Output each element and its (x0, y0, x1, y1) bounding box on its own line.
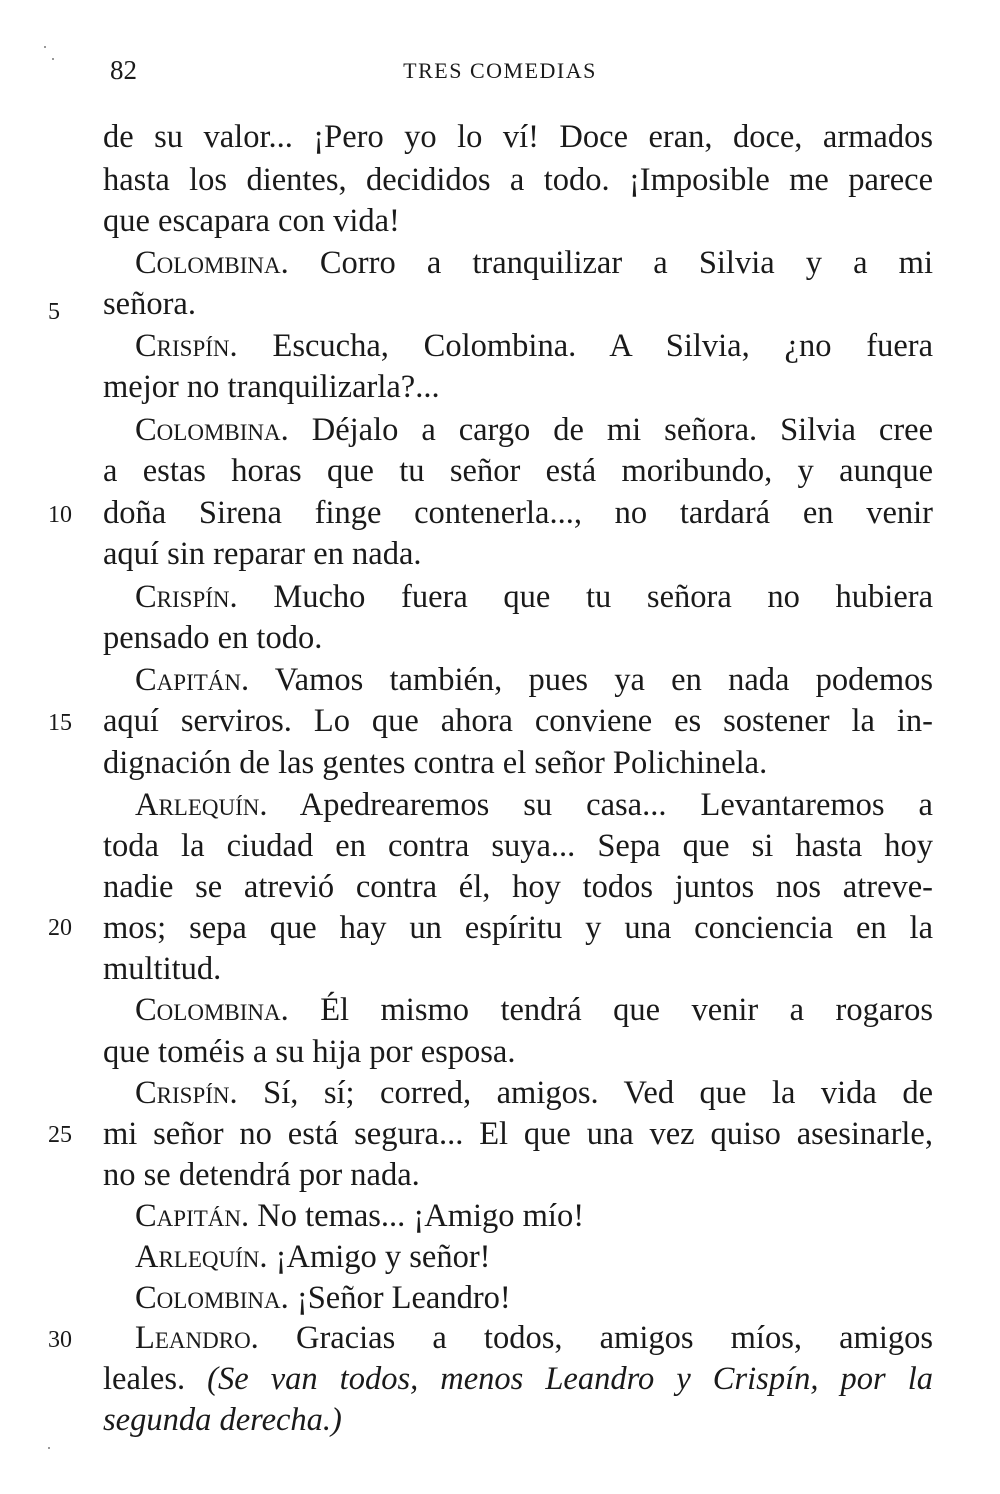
text-line: pensado en todo. (103, 620, 323, 656)
text-line: aquí serviros. Lo que ahora conviene es sostener la in- (103, 703, 933, 739)
text-line (103, 1359, 933, 1399)
speech-line (135, 785, 933, 825)
text-line: mos; sepa que hay un espíritu y una conciencia en la (103, 910, 933, 946)
text-line: que escapara con vida! (103, 203, 400, 239)
text-line: toda la ciudad en contra suya... Sepa que si hasta hoy (103, 828, 933, 864)
speech-text: No temas... ¡Amigo mío! (257, 1198, 585, 1234)
text-line: que toméis a su hija por esposa. (103, 1034, 516, 1070)
speech-text: Sí, sí; corred, amigos. Ved que la vida de (263, 1075, 934, 1111)
speech-line (135, 243, 933, 283)
speech-line (135, 1318, 933, 1358)
text-line: señora. (103, 286, 196, 322)
text-line (103, 1400, 933, 1440)
speech-line (135, 1073, 933, 1113)
text-line: de su valor... ¡Pero yo lo ví! Doce eran, doce, armados (103, 119, 933, 155)
line-number: 10 (48, 502, 72, 528)
speech-line (135, 1196, 933, 1236)
text-line: dignación de las gentes contra el señor Polichinela. (103, 745, 768, 781)
text-line: nadie se atrevió contra él, hoy todos juntos nos atreve- (103, 869, 933, 905)
line-number: 15 (48, 710, 72, 736)
text-line: mejor no tranquilizarla?... (103, 369, 440, 405)
text-line: no se detendrá por nada. (103, 1157, 420, 1193)
speech-line (135, 1237, 933, 1277)
speech-text: Apedrearemos su casa... Levantaremos a (299, 787, 933, 823)
stage-direction: (Se van todos, menos Leandro y Crispín, por la (207, 1361, 933, 1397)
text-line: hasta los dientes, decididos a todo. ¡Imposible me parece (103, 162, 933, 198)
scan-speck (52, 58, 54, 60)
speech-text: Mucho fuera que tu señora no hubiera (273, 579, 934, 615)
text-line: a estas horas que tu señor está moribundo, y aunque (103, 453, 933, 489)
speaker-name: Arlequín. (135, 787, 268, 823)
speaker-name: Capitán. (135, 1198, 250, 1234)
text-line: multitud. (103, 951, 222, 987)
speaker-name: Colombina. (135, 412, 289, 448)
speech-line (135, 990, 933, 1030)
scan-speck (48, 1447, 50, 1449)
speech-text: ¡Señor Leandro! (296, 1280, 511, 1316)
scan-speck (44, 46, 46, 48)
speech-text: leales. (103, 1361, 186, 1397)
speaker-name: Colombina. (135, 992, 289, 1028)
speech-text: Gracias a todos, amigos míos, amigos (295, 1320, 934, 1356)
text-line: mi señor no está segura... El que una vez quiso asesinarle, (103, 1116, 933, 1152)
speaker-name: Capitán. (135, 662, 250, 698)
line-number: 20 (48, 915, 72, 941)
speech-line (135, 1278, 933, 1318)
speech-text: Escucha, Colombina. A Silvia, ¿no fuera (272, 328, 934, 364)
speech-text: Corro a tranquilizar a Silvia y a mi (319, 245, 933, 281)
speaker-name: Crispín. (135, 328, 238, 364)
speaker-name: Crispín. (135, 1075, 238, 1111)
page-number: 82 (110, 55, 137, 85)
speech-line (135, 410, 933, 450)
speech-text: Él mismo tendrá que venir a rogaros (320, 992, 934, 1028)
speaker-name: Colombina. (135, 1280, 289, 1316)
running-title: TRES COMEDIAS (403, 58, 597, 83)
line-number: 5 (48, 299, 60, 325)
speaker-name: Crispín. (135, 579, 238, 615)
text-line: aquí sin reparar en nada. (103, 536, 422, 572)
speech-text: Déjalo a cargo de mi señora. Silvia cree (311, 412, 933, 448)
line-number: 30 (48, 1327, 72, 1353)
speaker-name: Leandro. (135, 1320, 259, 1356)
speech-line (135, 660, 933, 700)
speech-line (135, 326, 933, 366)
stage-direction-end: segunda derecha.) (103, 1402, 342, 1438)
speech-text: ¡Amigo y señor! (275, 1239, 491, 1275)
text-line: doña Sirena finge contenerla..., no tardará en venir (103, 495, 933, 531)
speech-text: Vamos también, pues ya en nada podemos (274, 662, 933, 698)
speaker-name: Arlequín. (135, 1239, 268, 1275)
speech-line (135, 577, 933, 617)
speaker-name: Colombina. (135, 245, 289, 281)
line-number: 25 (48, 1122, 72, 1148)
